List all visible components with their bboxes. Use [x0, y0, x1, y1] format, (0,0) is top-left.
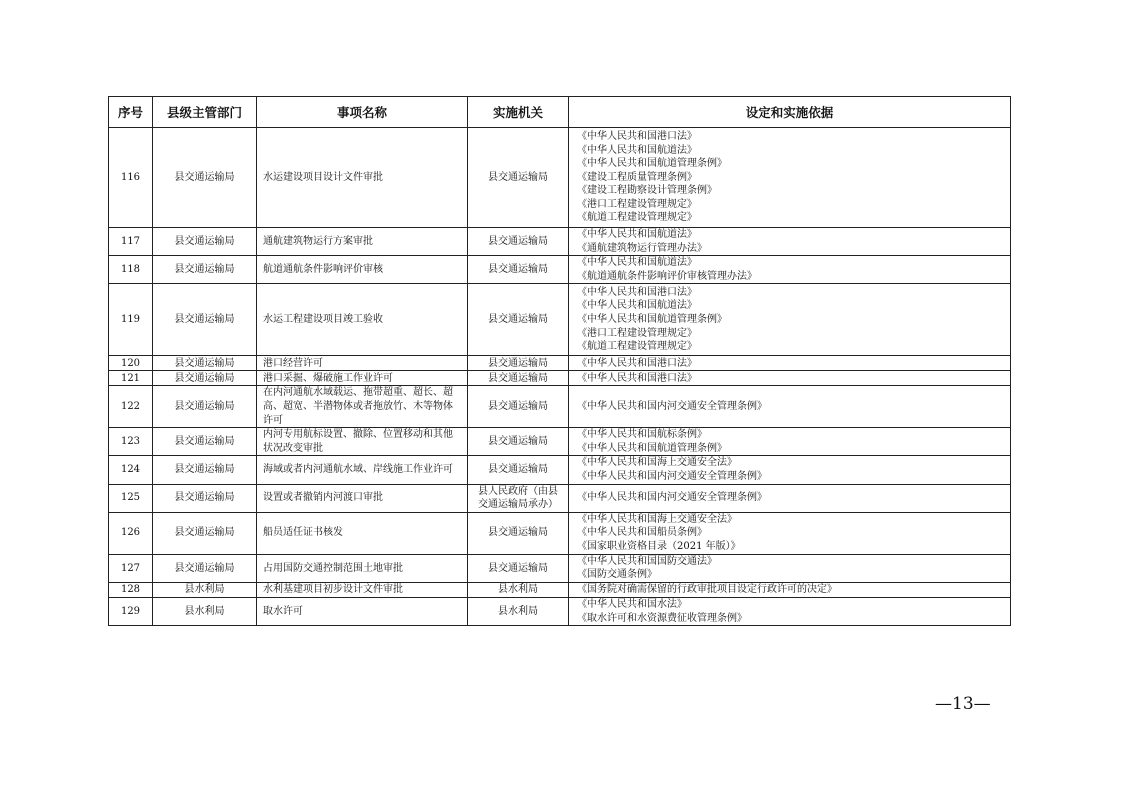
row-basis — [569, 428, 1011, 456]
row-item-name-text: 占用国防交通控制范围土地审批 — [263, 562, 403, 574]
row-department: 县交通运输局 — [153, 356, 257, 371]
row-department: 县交通运输局 — [153, 484, 257, 512]
row-agency — [468, 356, 569, 371]
row-item-name-text: 通航建筑物运行方案审批 — [263, 235, 373, 247]
row-basis — [569, 554, 1011, 582]
row-serial-no: 127 — [109, 554, 153, 582]
basis-line: 《中华人民共和国海上交通安全法》 — [577, 457, 737, 469]
basis-line: 《航道工程建设管理规定》 — [577, 212, 697, 224]
basis-line: 《中华人民共和国内河交通安全管理条例》 — [577, 470, 767, 482]
row-item-name-text: 船员适任证书核发 — [263, 527, 343, 539]
row-department: 县交通运输局 — [153, 428, 257, 456]
row-basis — [569, 356, 1011, 371]
row-agency-text: 县人民政府（由县交通运输局承办） — [478, 485, 558, 511]
row-item-name — [257, 512, 468, 554]
row-agency — [468, 597, 569, 625]
row-basis — [569, 512, 1011, 554]
row-serial-no: 117 — [109, 228, 153, 256]
basis-line: 《取水许可和水资源费征收管理条例》 — [577, 612, 747, 624]
row-basis — [569, 484, 1011, 512]
row-serial-no: 118 — [109, 256, 153, 284]
row-department: 县交通运输局 — [153, 371, 257, 386]
page-number: —13— — [935, 694, 991, 714]
row-basis — [569, 371, 1011, 386]
table-row — [109, 582, 1011, 597]
row-agency-text: 县交通运输局 — [488, 357, 548, 369]
row-agency-text: 县交通运输局 — [488, 435, 548, 447]
basis-line: 《中华人民共和国内河交通安全管理条例》 — [577, 400, 767, 412]
row-basis — [569, 582, 1011, 597]
basis-line: 《中华人民共和国航道法》 — [577, 144, 697, 156]
basis-line: 《国家职业资格目录（2021 年版）》 — [577, 541, 741, 553]
basis-line: 《中华人民共和国船员条例》 — [577, 527, 707, 539]
row-department: 县水利局 — [153, 597, 257, 625]
row-serial-no: 126 — [109, 512, 153, 554]
row-serial-no: 122 — [109, 386, 153, 428]
basis-line: 《建设工程勘察设计管理条例》 — [577, 185, 717, 197]
row-agency-text: 县交通运输局 — [488, 562, 548, 574]
table-row — [109, 484, 1011, 512]
row-department: 县水利局 — [153, 582, 257, 597]
table-row — [109, 554, 1011, 582]
table-header-row — [109, 97, 1011, 128]
row-item-name-text: 水利基建项目初步设计文件审批 — [263, 584, 403, 596]
basis-line: 《中华人民共和国内河交通安全管理条例》 — [577, 492, 767, 504]
basis-line: 《中华人民共和国水法》 — [577, 598, 687, 610]
row-item-name-text: 内河专用航标设置、撤除、位置移动和其他状况改变审批 — [263, 429, 453, 454]
basis-line: 《中华人民共和国航道管理条例》 — [577, 442, 727, 454]
row-item-name-text: 水运建设项目设计文件审批 — [263, 171, 383, 183]
row-basis — [569, 386, 1011, 428]
row-department: 县交通运输局 — [153, 256, 257, 284]
row-agency — [468, 386, 569, 428]
header-department: 县级主管部门 — [153, 97, 257, 128]
table-row — [109, 386, 1011, 428]
permit-table — [108, 96, 1011, 626]
table-row — [109, 128, 1011, 228]
basis-line: 《国务院对确需保留的行政审批项目设定行政许可的决定》 — [577, 584, 837, 596]
header-item-name: 事项名称 — [257, 97, 468, 128]
basis-line: 《中华人民共和国航道法》 — [577, 300, 697, 312]
row-item-name — [257, 597, 468, 625]
row-department: 县交通运输局 — [153, 128, 257, 228]
row-agency-text: 县交通运输局 — [488, 372, 548, 384]
table-body — [109, 128, 1011, 626]
basis-line: 《中华人民共和国国防交通法》 — [577, 555, 717, 567]
table-row — [109, 428, 1011, 456]
row-agency — [468, 128, 569, 228]
row-item-name — [257, 371, 468, 386]
table-row — [109, 356, 1011, 371]
row-serial-no: 123 — [109, 428, 153, 456]
row-item-name-text: 取水许可 — [263, 605, 303, 617]
row-item-name — [257, 284, 468, 356]
row-department: 县交通运输局 — [153, 284, 257, 356]
basis-line: 《中华人民共和国航道法》 — [577, 257, 697, 269]
row-basis — [569, 228, 1011, 256]
basis-line: 《中华人民共和国海上交通安全法》 — [577, 513, 737, 525]
row-department: 县交通运输局 — [153, 512, 257, 554]
table-row — [109, 597, 1011, 625]
row-item-name — [257, 484, 468, 512]
basis-line: 《中华人民共和国港口法》 — [577, 372, 697, 384]
row-basis — [569, 256, 1011, 284]
basis-line: 《港口工程建设管理规定》 — [577, 327, 697, 339]
row-agency-text: 县交通运输局 — [488, 527, 548, 539]
row-agency — [468, 554, 569, 582]
row-basis — [569, 597, 1011, 625]
row-agency-text: 县交通运输局 — [488, 235, 548, 247]
basis-line: 《通航建筑物运行管理办法》 — [577, 242, 707, 254]
row-agency — [468, 456, 569, 484]
header-serial-no: 序号 — [109, 97, 153, 128]
basis-line: 《中华人民共和国航标条例》 — [577, 429, 707, 441]
row-item-name-text: 航道通航条件影响评价审核 — [263, 263, 383, 275]
row-item-name — [257, 256, 468, 284]
row-item-name — [257, 456, 468, 484]
row-agency-text: 县交通运输局 — [488, 263, 548, 275]
basis-line: 《中华人民共和国港口法》 — [577, 357, 697, 369]
row-basis — [569, 284, 1011, 356]
row-item-name-text: 港口采掘、爆破施工作业许可 — [263, 372, 393, 384]
basis-line: 《中华人民共和国港口法》 — [577, 286, 697, 298]
row-agency — [468, 256, 569, 284]
table-row — [109, 228, 1011, 256]
row-department: 县交通运输局 — [153, 228, 257, 256]
row-basis — [569, 456, 1011, 484]
row-serial-no: 119 — [109, 284, 153, 356]
basis-line: 《中华人民共和国航道管理条例》 — [577, 314, 727, 326]
row-agency-text: 县水利局 — [498, 605, 538, 617]
row-agency — [468, 284, 569, 356]
header-agency: 实施机关 — [468, 97, 569, 128]
row-item-name — [257, 128, 468, 228]
row-item-name — [257, 356, 468, 371]
basis-line: 《中华人民共和国航道法》 — [577, 229, 697, 240]
basis-line: 《航道工程建设管理规定》 — [577, 341, 697, 353]
row-item-name-text: 海域或者内河通航水域、岸线施工作业许可 — [263, 464, 453, 476]
table-row — [109, 512, 1011, 554]
row-item-name — [257, 428, 468, 456]
basis-line: 《中华人民共和国航道管理条例》 — [577, 158, 727, 170]
row-agency — [468, 582, 569, 597]
basis-line: 《港口工程建设管理规定》 — [577, 198, 697, 210]
row-item-name-text: 在内河通航水域载运、拖带超重、超长、超高、超宽、半潜物体或者拖放竹、木等物体许可 — [263, 387, 453, 426]
row-serial-no: 129 — [109, 597, 153, 625]
row-agency-text: 县交通运输局 — [488, 464, 548, 476]
row-agency — [468, 371, 569, 386]
row-item-name — [257, 554, 468, 582]
row-agency — [468, 428, 569, 456]
basis-line: 《建设工程质量管理条例》 — [577, 171, 697, 183]
basis-line: 《航道通航条件影响评价审核管理办法》 — [577, 270, 757, 282]
row-item-name-text: 设置或者撤销内河渡口审批 — [263, 492, 383, 504]
row-serial-no: 116 — [109, 128, 153, 228]
row-agency-text: 县交通运输局 — [488, 314, 548, 326]
row-item-name-text: 港口经营许可 — [263, 357, 323, 369]
row-serial-no: 120 — [109, 356, 153, 371]
row-serial-no: 128 — [109, 582, 153, 597]
row-item-name — [257, 228, 468, 256]
row-agency-text: 县交通运输局 — [488, 171, 548, 183]
row-serial-no: 125 — [109, 484, 153, 512]
table-row — [109, 456, 1011, 484]
header-basis: 设定和实施依据 — [569, 97, 1011, 128]
row-agency-text: 县交通运输局 — [488, 400, 548, 412]
row-item-name-text: 水运工程建设项目竣工验收 — [263, 314, 383, 326]
row-department: 县交通运输局 — [153, 456, 257, 484]
row-serial-no: 121 — [109, 371, 153, 386]
row-agency-text: 县水利局 — [498, 584, 538, 596]
basis-line: 《中华人民共和国港口法》 — [577, 130, 697, 142]
row-serial-no: 124 — [109, 456, 153, 484]
table-row — [109, 371, 1011, 386]
table-row — [109, 256, 1011, 284]
row-item-name — [257, 386, 468, 428]
row-agency — [468, 512, 569, 554]
row-department: 县交通运输局 — [153, 386, 257, 428]
row-basis — [569, 128, 1011, 228]
row-item-name — [257, 582, 468, 597]
table-row — [109, 284, 1011, 356]
row-agency — [468, 228, 569, 256]
row-department: 县交通运输局 — [153, 554, 257, 582]
basis-line: 《国防交通条例》 — [577, 569, 657, 581]
row-agency — [468, 484, 569, 512]
